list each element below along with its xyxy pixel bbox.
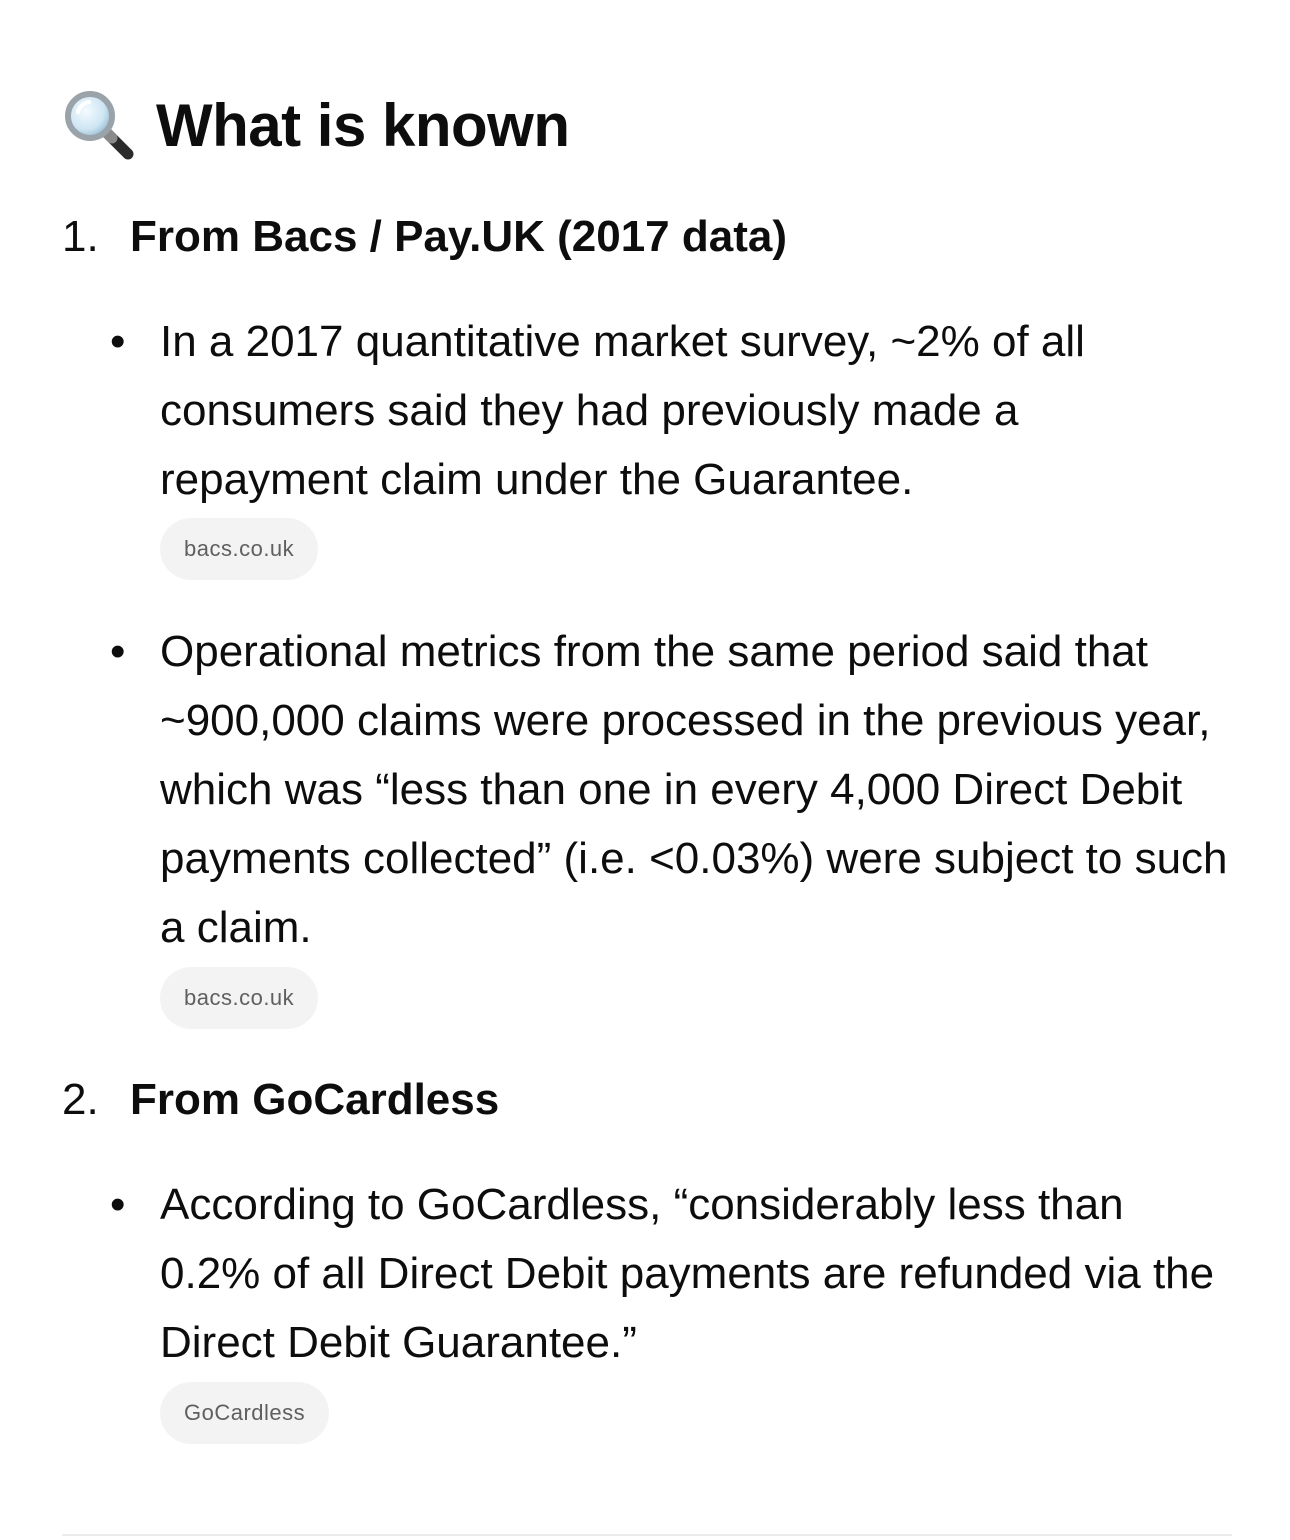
bullet-dot: • <box>110 627 126 676</box>
source-chip[interactable]: GoCardless <box>160 1382 329 1444</box>
section-title-text: From Bacs / Pay.UK (2017 data) <box>130 212 787 261</box>
divider <box>62 1534 1232 1536</box>
list-item <box>110 1170 1230 1377</box>
source-chip[interactable]: bacs.co.uk <box>160 967 318 1029</box>
list-item-text: Operational metrics from the same period said that ~900,000 claims were processed in the previous year, which was “less than one in every 4,000 Direct Debit payments collected” (i.e. <0.03%) were subject to such a claim. <box>160 627 1228 952</box>
section-2-title <box>62 1070 499 1130</box>
magnifying-glass-icon <box>62 88 136 162</box>
section-heading <box>62 80 570 170</box>
bullet-dot: • <box>110 1180 126 1229</box>
list-item <box>110 307 1230 514</box>
list-item-text: In a 2017 quantitative market survey, ~2% of all consumers said they had previously made a repayment claim under the Guarantee. <box>160 317 1085 504</box>
section-1-title <box>62 207 787 267</box>
list-item <box>110 617 1230 962</box>
section-number: 2. <box>62 1075 99 1124</box>
source-chip[interactable]: bacs.co.uk <box>160 518 318 580</box>
list-item-text: According to GoCardless, “considerably less than 0.2% of all Direct Debit payments are refunded via the Direct Debit Guarantee.” <box>160 1180 1215 1367</box>
section-number: 1. <box>62 212 99 261</box>
bullet-dot: • <box>110 317 126 366</box>
heading-title: What is known <box>156 91 570 159</box>
section-title-text: From GoCardless <box>130 1075 500 1124</box>
